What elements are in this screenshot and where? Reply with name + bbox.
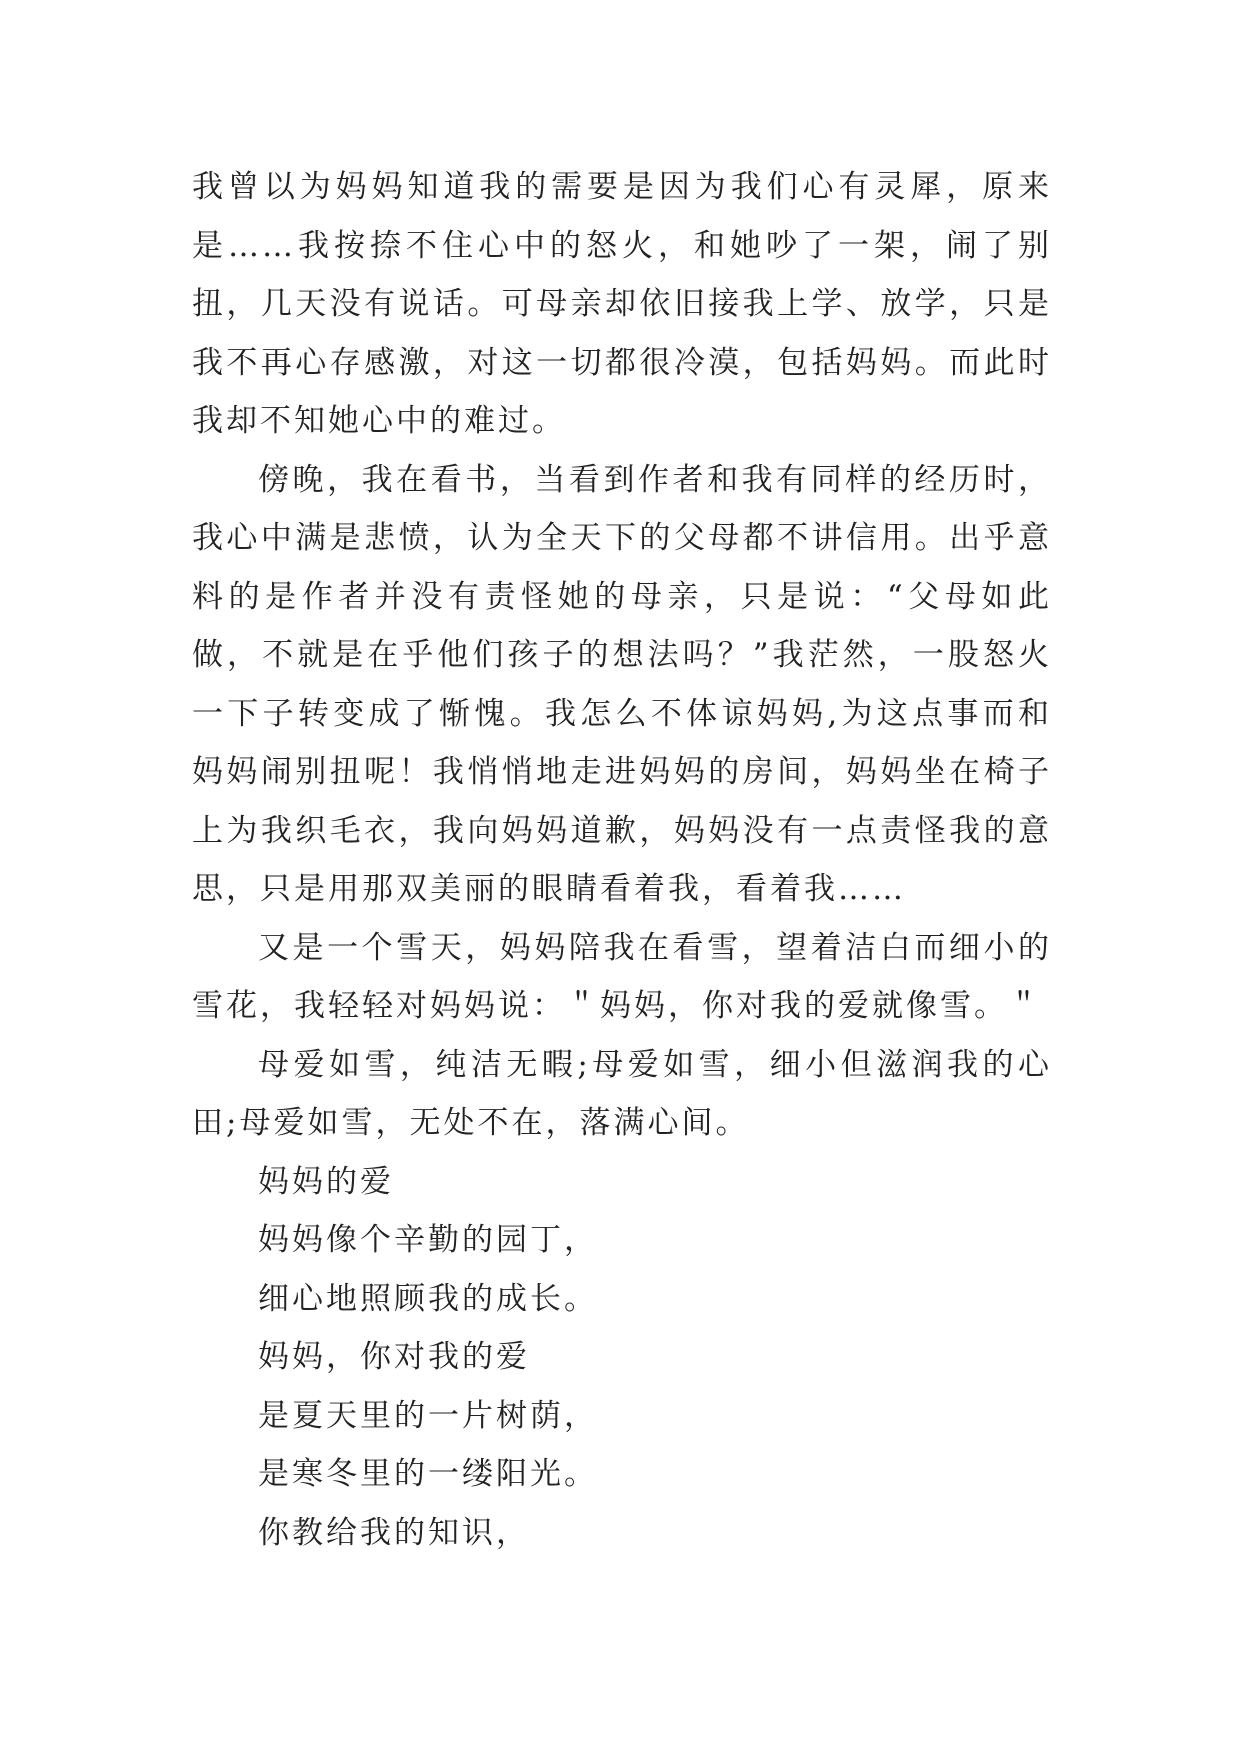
article-body	[192, 158, 1052, 1562]
poem-line: 妈妈像个辛勤的园丁，	[258, 1222, 598, 1258]
paragraph: 我曾以为妈妈知道我的需要是因为我们心有灵犀，原来是……我按捺不住心中的怒火，和她吵了一架，闹了别扭，几天没有说话。可母亲却依旧接我上学、放学，只是我不再心存感激，对这一切都很冷漠，包括妈妈。而此时我却不知她心中的难过。	[192, 169, 1052, 439]
paragraph: 母爱如雪，纯洁无暇;母爱如雪，细小但滋润我的心田;母爱如雪，无处不在，落满心间。	[192, 1046, 1052, 1141]
paragraph: 又是一个雪天，妈妈陪我在看雪，望着洁白而细小的雪花，我轻轻对妈妈说：＂妈妈，你对我的爱就像雪。＂	[192, 929, 1052, 1024]
poem-line: 细心地照顾我的成长。	[258, 1280, 598, 1317]
poem-line: 妈妈，你对我的爱	[258, 1339, 530, 1375]
poem-line: 你教给我的知识，	[258, 1514, 530, 1551]
poem-line: 是寒冬里的一缕阳光。	[258, 1456, 598, 1492]
poem-title: 妈妈的爱	[258, 1163, 394, 1200]
poem-line: 是夏天里的一片树荫，	[258, 1397, 598, 1434]
paragraph: 傍晚，我在看书，当看到作者和我有同样的经历时，我心中满是悲愤，认为全天下的父母都不讲信用。出乎意料的是作者并没有责怪她的母亲，只是说：“父母如此做，不就是在乎他们孩子的想法吗？”我茫然，一股怒火一下子转变成了惭愧。我怎么不体谅妈妈,为这点事而和妈妈闹别扭呢！我悄悄地走进妈妈的房间，妈妈坐在椅子上为我织毛衣，我向妈妈道歉，妈妈没有一点责怪我的意思，只是用那双美丽的眼睛看着我，看着我……	[192, 461, 1052, 907]
